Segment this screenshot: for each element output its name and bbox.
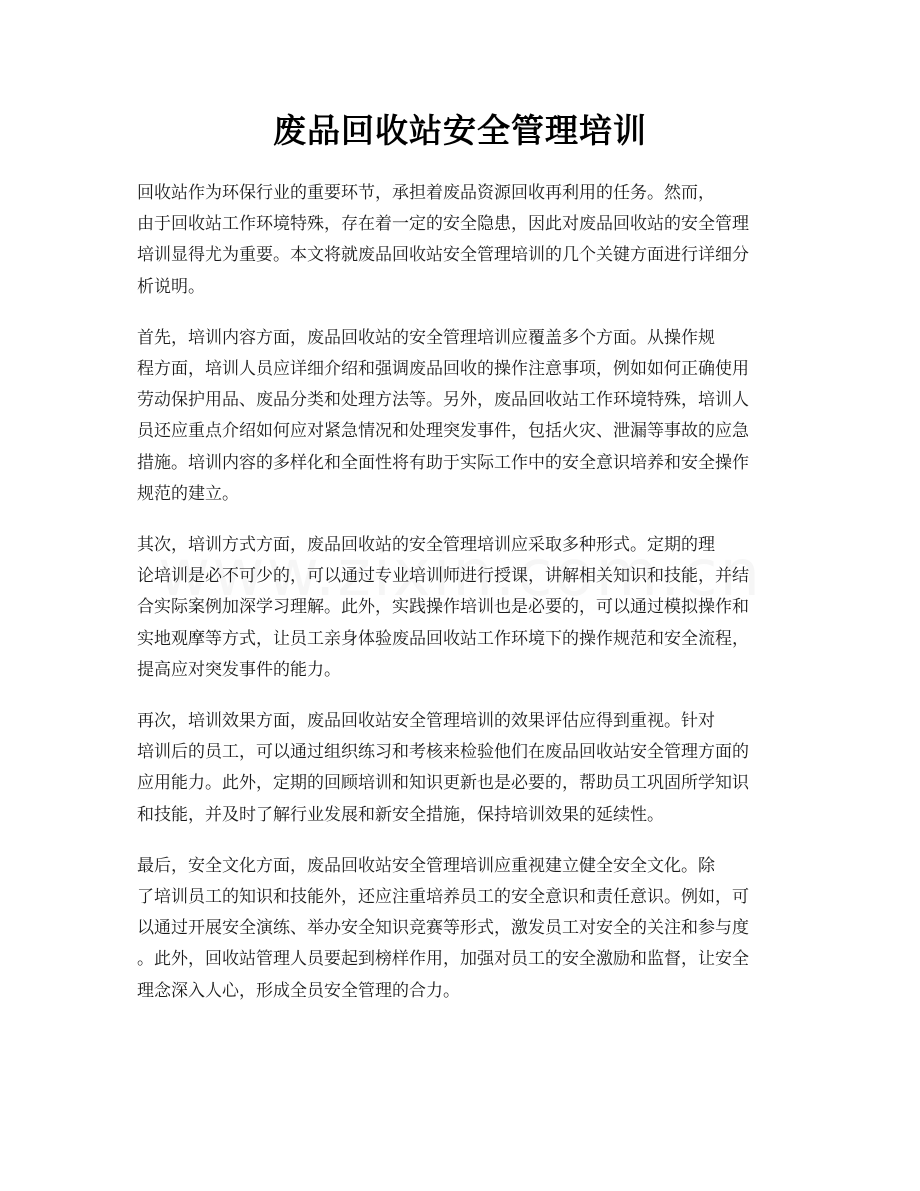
paragraph-training-effect: 再次，培训效果方面，废品回收站安全管理培训的效果评估应得到重视。针对 培训后的员工，可以通过组织练习和考核来检验他们在废品回收站安全管理方面的 应用能力。此外，定期的回顾培训和知识更新也是必要的，帮助员工巩固所学知识 和技能，并及时了解行业发展和新安全措施，保持培训效果的延续性。 bbox=[137, 711, 749, 825]
paragraph-training-content: 首先，培训内容方面，废品回收站的安全管理培训应覆盖多个方面。从操作规 程方面，培训人员应详细介绍和强调废品回收的操作注意事项，例如如何正确使用 劳动保护用品、废品分类和处理方法等。另外，废品回收站工作环境特殊，培训人 员还应重点介绍如何应对紧急情况和处理突发事件，包括火灾、泄漏等事故的应急 措施。培训内容的多样化和全面性将有助于实际工作中的安全意识培养和安全操作 规范的建立。 bbox=[137, 327, 749, 504]
document-title: 废品回收站安全管理培训 bbox=[273, 111, 647, 150]
paragraph-safety-culture: 最后，安全文化方面，废品回收站安全管理培训应重视建立健全安全文化。除 了培训员工的知识和技能外，还应注重培养员工的安全意识和责任意识。例如，可 以通过开展安全演练、举办安全知识竞赛等形式，激发员工对安全的关注和参与度 。此外，回收站管理人员要起到榜样作用，加强对员工的安全激励和监督，让安全 理念深入人心，形成全员安全管理的合力。 bbox=[137, 855, 749, 1001]
document-body bbox=[137, 178, 785, 1027]
paragraph-training-methods: 其次，培训方式方面，废品回收站的安全管理培训应采取多种形式。定期的理 论培训是必不可少的，可以通过专业培训师进行授课，讲解相关知识和技能，并结 合实际案例加深学习理解。此外，实践操作培训也是必要的，可以通过模拟操作和 实地观摩等方式，让员工亲身体验废品回收站工作环境下的操作规范和安全流程， 提高应对突发事件的能力。 bbox=[137, 535, 749, 680]
paragraph-intro: 回收站作为环保行业的重要环节，承担着废品资源回收再利用的任务。然而， 由于回收站工作环境特殊，存在着一定的安全隐患，因此对废品回收站的安全管理 培训显得尤为重要。本文将就废品回收站安全管理培训的几个关键方面进行详细分 析说明。 bbox=[137, 183, 749, 297]
